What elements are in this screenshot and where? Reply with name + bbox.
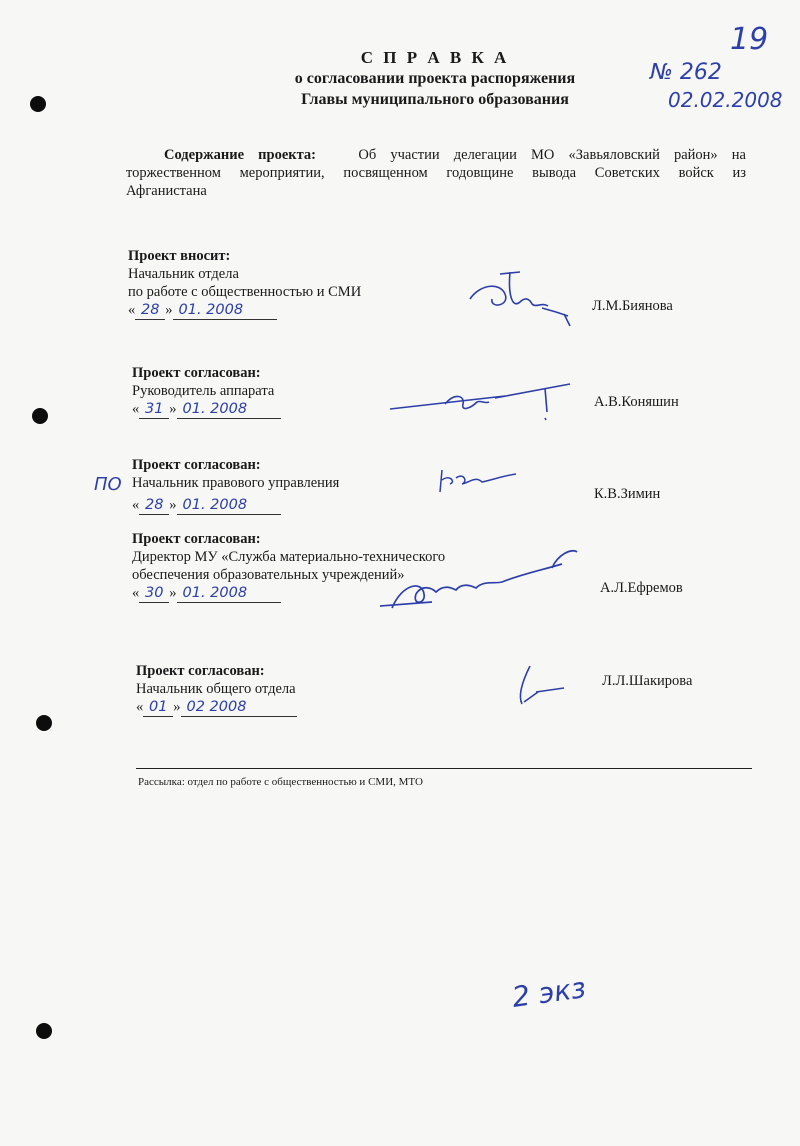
block-date: « 28 » 01. 2008 [132, 496, 339, 515]
signature [432, 462, 532, 502]
signer-name: Л.Л.Шакирова [602, 673, 693, 689]
approval-block [128, 247, 361, 320]
date-rest: 01. 2008 [177, 584, 281, 603]
content-text: Афганистана [126, 183, 207, 199]
approval-block [132, 456, 339, 515]
punch-hole [36, 1023, 52, 1039]
date-day: 28 [139, 496, 169, 515]
date-rest: 01. 2008 [173, 301, 277, 320]
signature [460, 264, 580, 334]
content-label: Содержание проекта: [164, 147, 317, 163]
block-position: Начальник правового управления [132, 475, 340, 491]
block-position: Руководитель аппарата [132, 383, 275, 399]
approval-block [132, 364, 281, 419]
date-day: 28 [135, 301, 165, 320]
block-position: Начальник отдела [128, 266, 239, 282]
block-heading: Проект вносит: [128, 248, 231, 264]
date-rest: 02 2008 [181, 698, 297, 717]
date-rest: 01. 2008 [177, 400, 281, 419]
block-position: Начальник общего отдела [136, 681, 296, 697]
block-position: по работе с общественностью и СМИ [128, 284, 362, 300]
block-heading: Проект согласован: [136, 663, 265, 679]
block-heading: Проект согласован: [132, 457, 261, 473]
footer-rule [136, 768, 752, 769]
registration-number: № 262 [650, 60, 722, 85]
signer-name: А.В.Коняшин [594, 394, 679, 410]
block-date: « 30 » 01. 2008 [132, 584, 445, 603]
date-day: 01 [143, 698, 173, 717]
block-date: « 28 » 01. 2008 [128, 301, 361, 320]
distribution-list: Рассылка: отдел по работе с общественностью и СМИ, МТО [138, 776, 423, 788]
block-heading: Проект согласован: [132, 365, 261, 381]
registration-date: 02.02.2008 [668, 88, 783, 112]
document-subtitle: о согласовании проекта распоряжения [294, 70, 576, 87]
project-content [126, 146, 746, 200]
registration-page: 19 [730, 22, 769, 57]
signature [385, 374, 585, 424]
signature [372, 544, 592, 624]
date-rest: 01. 2008 [177, 496, 281, 515]
block-date: « 31 » 01. 2008 [132, 400, 281, 419]
margin-note: ПО [94, 474, 122, 495]
date-day: 31 [139, 400, 169, 419]
signature [508, 662, 578, 712]
block-heading: Проект согласован: [132, 531, 261, 547]
approval-block [136, 662, 297, 717]
block-position: Директор МУ «Служба материально-технического [132, 549, 446, 565]
copies-note: 2 экз [510, 971, 588, 1014]
date-day: 30 [139, 584, 169, 603]
punch-hole [32, 408, 48, 424]
document-subtitle: Главы муниципального образования [301, 91, 569, 108]
signer-name: К.В.Зимин [594, 486, 661, 502]
content-text: Об участии делегации МО «Завьяловский район» на [358, 147, 746, 163]
block-position: обеспечения образовательных учреждений» [132, 567, 405, 583]
block-date: « 01 » 02 2008 [136, 698, 297, 717]
signer-name: Л.М.Биянова [592, 298, 673, 314]
content-text: торжественном мероприятии, посвященном годовщине вывода Советских войск из [126, 165, 746, 181]
signer-name: А.Л.Ефремов [600, 580, 683, 596]
punch-hole [36, 715, 52, 731]
document-title: С П Р А В К А [360, 48, 510, 67]
